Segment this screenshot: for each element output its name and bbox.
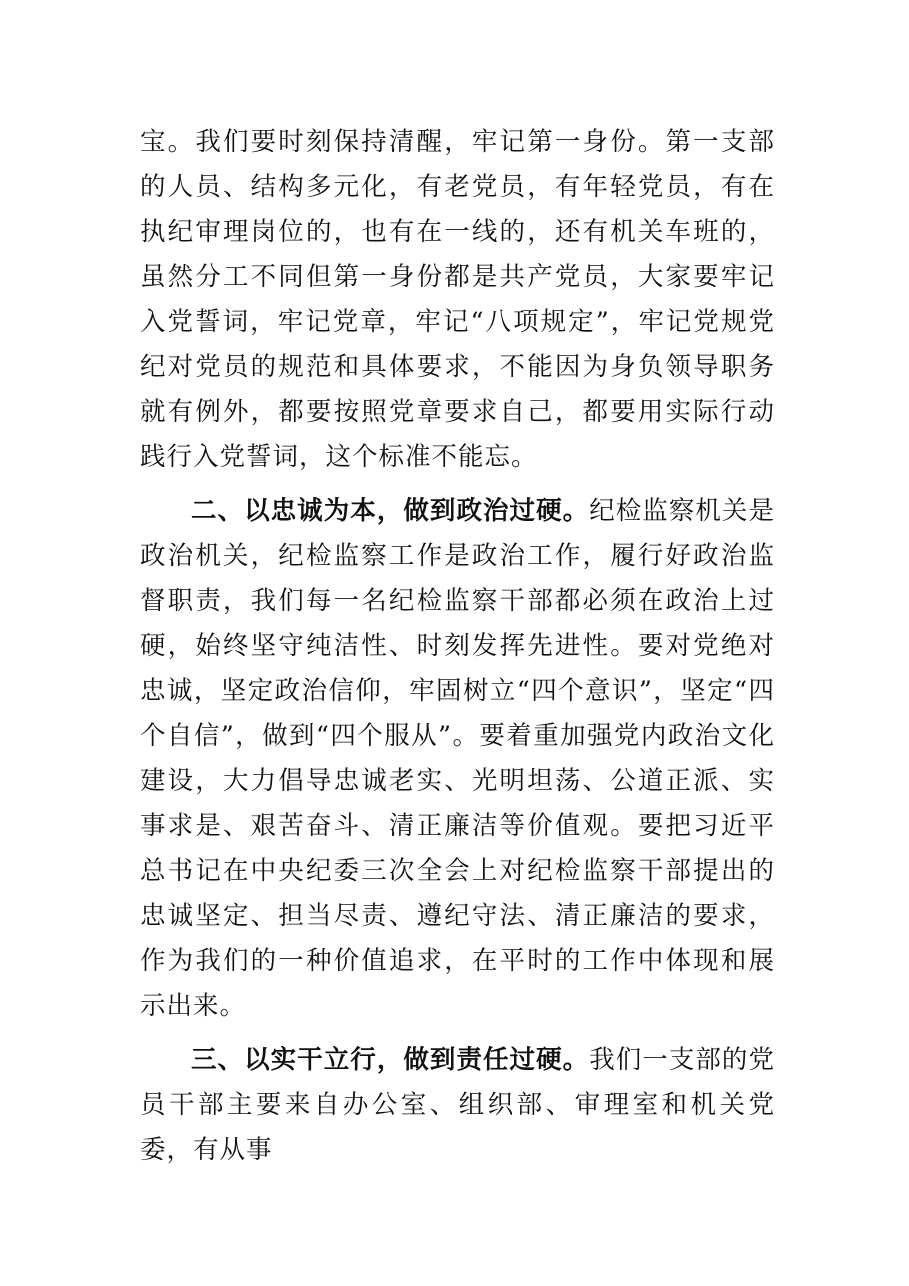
paragraph-section-three — [140, 1038, 775, 1173]
document-body — [140, 120, 775, 1173]
paragraph-continuation — [140, 120, 775, 480]
paragraph-text: 纪检监察机关是政治机关，纪检监察工作是政治工作，履行好政治监督职责，我们每一名纪检监察干部都必须在政治上过硬，始终坚守纯洁性、时刻发挥先进性。要对党绝对忠诚，坚定政治信仰，牢固树立“四个意识”，坚定“四个自信”，做到“四个服从”。要着重加强党内政治文化建设，大力倡导忠诚老实、光明坦荡、公道正派、实事求是、艰苦奋斗、清正廉洁等价值观。要把习近平总书记在中央纪委三次全会上对纪检监察干部提出的忠诚坚定、担当尽责、遵纪守法、清正廉洁的要求，作为我们的一种价值追求，在平时的工作中体现和展示出来。 — [140, 496, 775, 1021]
section-heading: 二、以忠诚为本，做到政治过硬。 — [191, 496, 590, 526]
paragraph-text: 宝。我们要时刻保持清醒，牢记第一身份。第一支部的人员、结构多元化，有老党员，有年轻党员，有在执纪审理岗位的，也有在一线的，还有机关车班的，虽然分工不同但第一身份都是共产党员，大家要牢记入党誓词，牢记党章，牢记“八项规定”，牢记党规党纪对党员的规范和具体要求，不能因为身负领导职务就有例外，都要按照党章要求自己，都要用实际行动践行入党誓词，这个标准不能忘。 — [140, 127, 775, 472]
section-heading: 三、以实干立行，做到责任过硬。 — [191, 1045, 590, 1075]
paragraph-section-two — [140, 489, 775, 1029]
paragraph-text: 我们一支部的党员干部主要来自办公室、组织部、审理室和机关党委，有从事 — [140, 1045, 775, 1165]
